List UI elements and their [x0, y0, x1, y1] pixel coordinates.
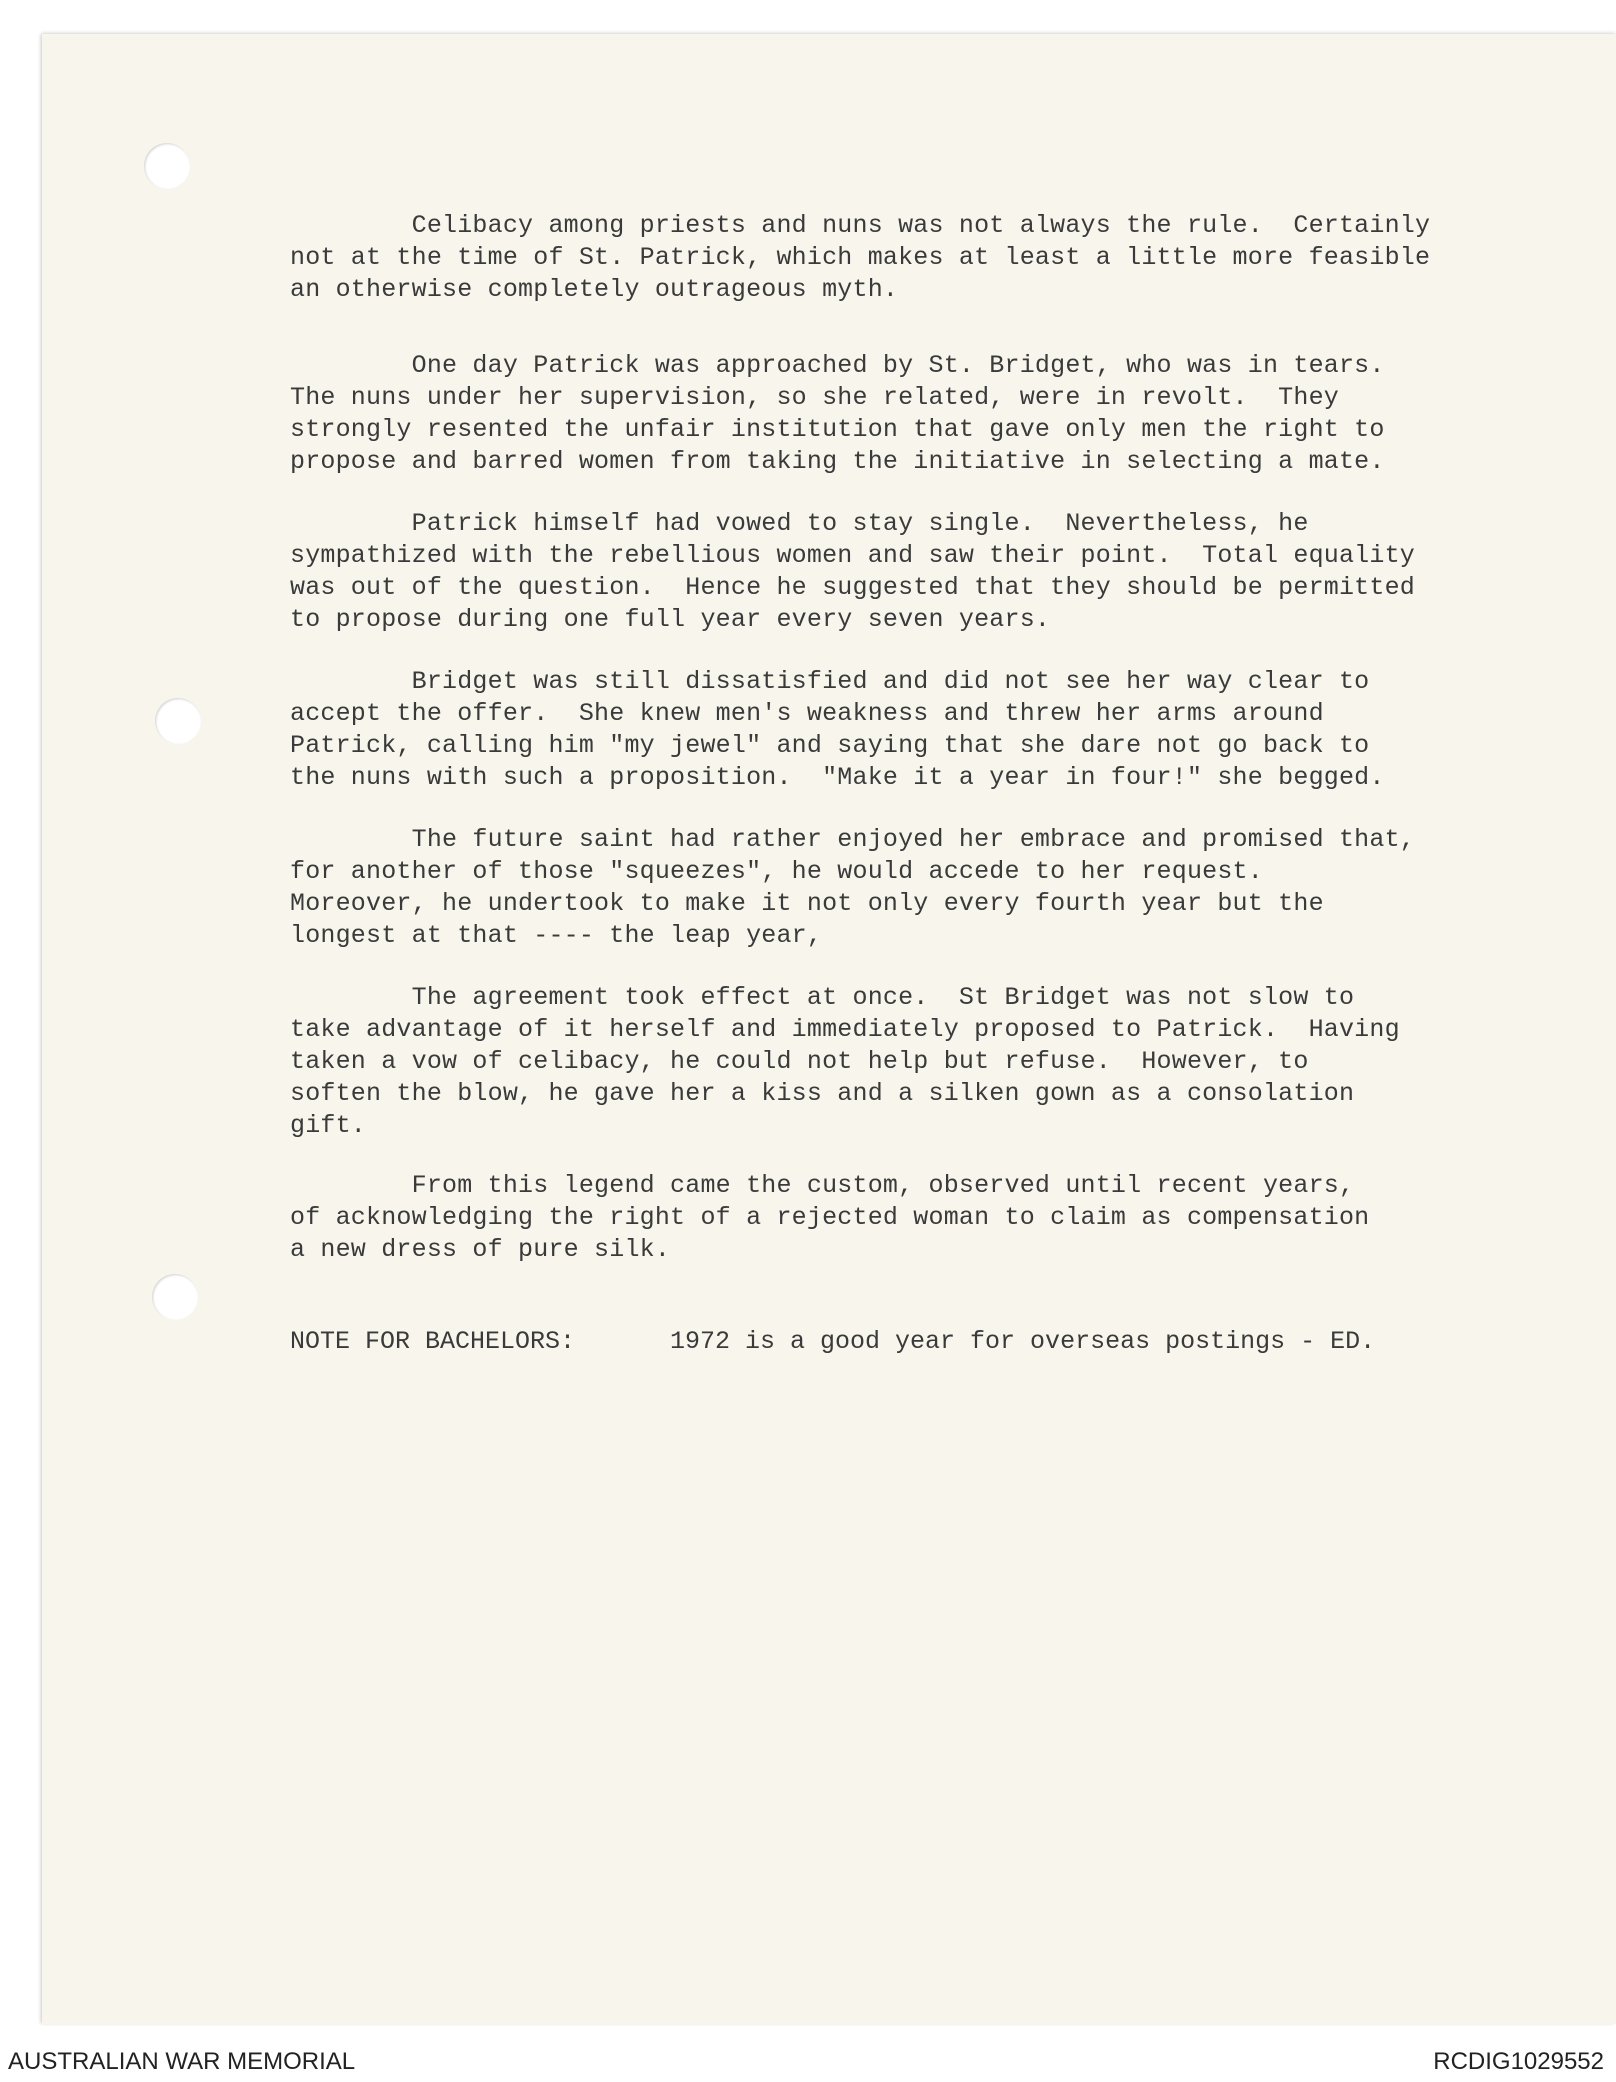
- punch-hole: [155, 698, 201, 744]
- paragraph-celibacy: Celibacy among priests and nuns was not always the rule. Certainly not at the time of St. Patrick, which makes at least a little more feasible an otherwise completely outrageous myth.: [290, 211, 1431, 304]
- punch-hole: [144, 143, 190, 189]
- punch-hole: [152, 1274, 198, 1320]
- note-text: 1972 is a good year for overseas postings - ED.: [670, 1327, 1376, 1356]
- note-label: NOTE FOR BACHELORS:: [290, 1327, 576, 1356]
- footer-record-id: RCDIG1029552: [1433, 2048, 1604, 2075]
- paragraph-patrick-single: Patrick himself had vowed to stay single. Nevertheless, he sympathized with the rebellious women and saw their point. Total equality was out of the question. Hence he suggested that they should be permitted to propose during one full year every seven years.: [290, 509, 1415, 634]
- footer-archive-name: AUSTRALIAN WAR MEMORIAL: [8, 2048, 356, 2075]
- paragraph-bridget-tears: One day Patrick was approached by St. Bridget, who was in tears. The nuns under her supervision, so she related, were in revolt. They strongly resented the unfair institution that gave only men the right to propose and barred women from taking the initiative in selecting a mate.: [290, 351, 1385, 476]
- editor-note: [290, 1326, 1480, 1358]
- paragraph-leap-year: The future saint had rather enjoyed her embrace and promised that, for another of those "squeezes", he would accede to her request. Moreover, he undertook to make it not only every fourth year but the longest at that ---- the leap year,: [290, 825, 1415, 950]
- paragraph-agreement: The agreement took effect at once. St Bridget was not slow to take advantage of it herself and immediately proposed to Patrick. Having taken a vow of celibacy, he could not help but refuse. However, to soften the blow, he gave her a kiss and a silken gown as a consolation gift.: [290, 983, 1400, 1140]
- paragraph-legend-custom: From this legend came the custom, observed until recent years, of acknowledging the right of a rejected woman to claim as compensation a new dress of pure silk.: [290, 1171, 1370, 1264]
- paragraph-bridget-dissatisfied: Bridget was still dissatisfied and did not see her way clear to accept the offer. She knew men's weakness and threw her arms around Patrick, calling him "my jewel" and saying that she dare not go back to the nuns with such a proposition. "Make it a year in four!" she begged.: [290, 667, 1385, 792]
